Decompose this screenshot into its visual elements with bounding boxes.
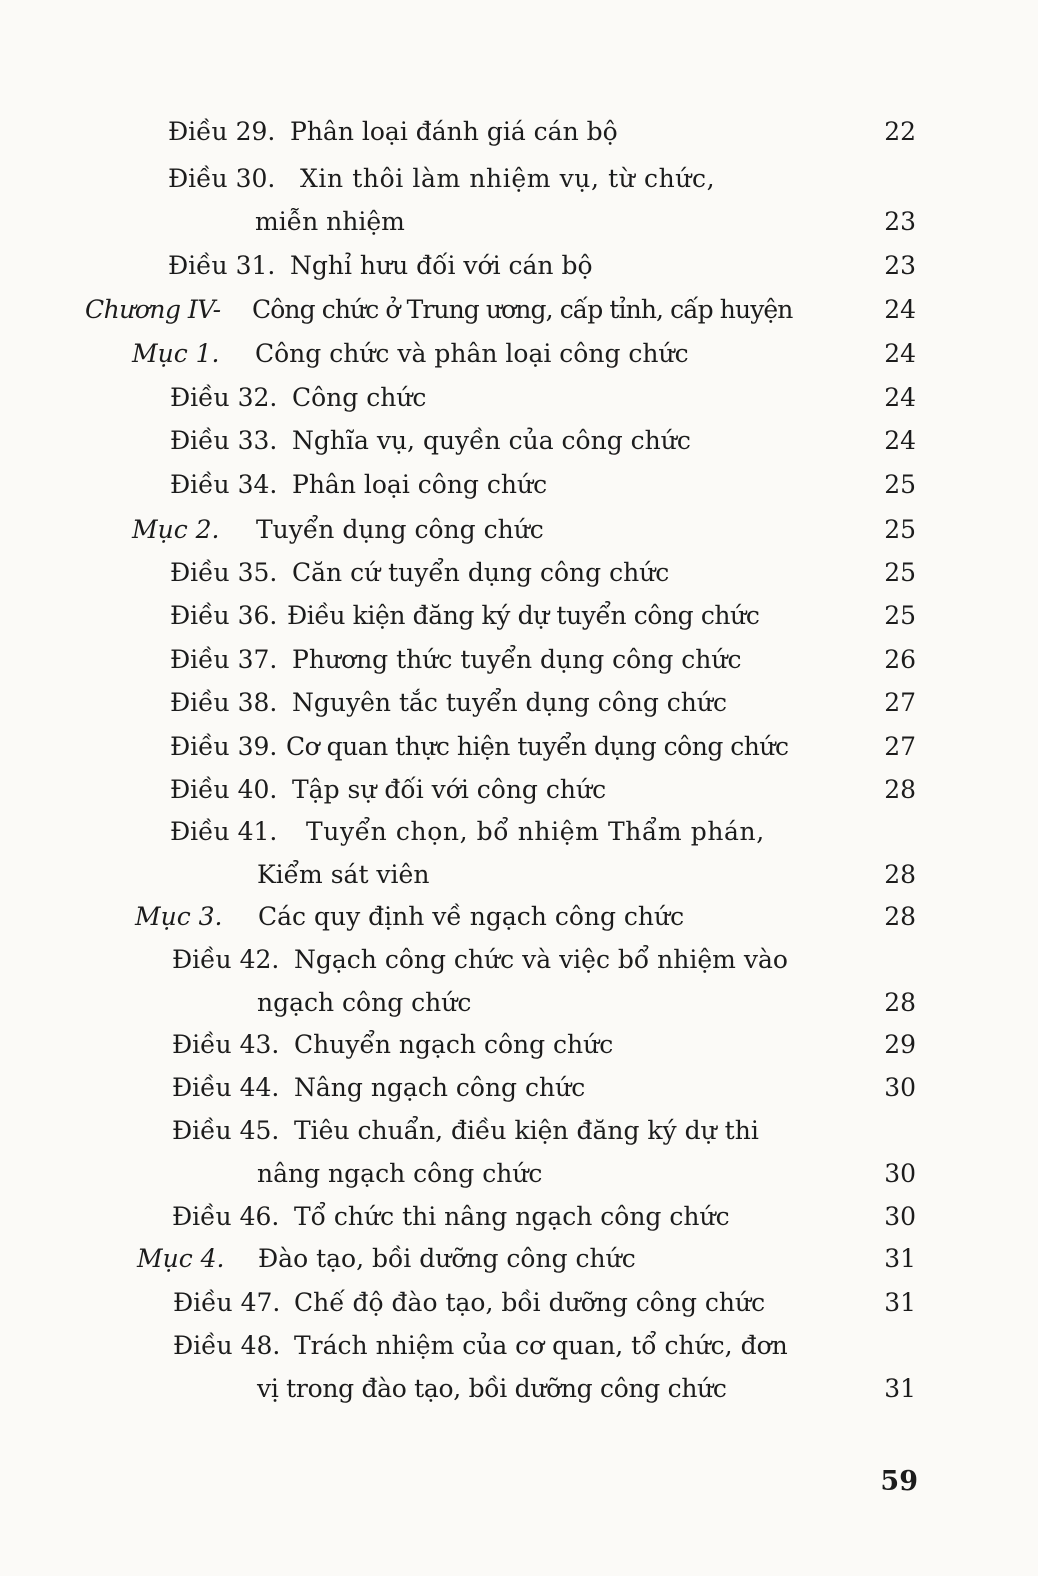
toc-label: Điều 32. xyxy=(170,383,278,412)
toc-page-number: 24 xyxy=(884,295,916,324)
toc-line xyxy=(0,596,1038,636)
toc-title: nâng ngạch công chức xyxy=(257,1159,543,1188)
toc-label: Điều 38. xyxy=(170,688,278,717)
toc-line xyxy=(0,553,1038,593)
toc-title: Tiêu chuẩn, điều kiện đăng ký dự thi xyxy=(294,1116,759,1145)
toc-line xyxy=(0,421,1038,461)
toc-line xyxy=(0,1025,1038,1065)
toc-label: Mục 2. xyxy=(132,515,220,544)
toc-label: Điều 41. xyxy=(170,817,278,846)
toc-line-chapter xyxy=(0,290,1038,330)
toc-title: Phân loại công chức xyxy=(292,470,548,499)
toc-line xyxy=(0,246,1038,286)
toc-line-section xyxy=(0,510,1038,550)
toc-title: Chuyển ngạch công chức xyxy=(294,1030,614,1059)
toc-label: Điều 34. xyxy=(170,470,278,499)
toc-line xyxy=(0,159,1038,199)
toc-page-number: 28 xyxy=(884,902,916,931)
toc-title: Đào tạo, bồi dưỡng công chức xyxy=(258,1244,636,1273)
toc-page-number: 28 xyxy=(884,860,916,889)
toc-page-number: 31 xyxy=(884,1374,916,1403)
toc-title: Nâng ngạch công chức xyxy=(294,1073,586,1102)
toc-page-number: 23 xyxy=(884,251,916,280)
toc-page-number: 30 xyxy=(884,1073,916,1102)
toc-title: Nghỉ hưu đối với cán bộ xyxy=(290,251,593,280)
toc-title: Điều kiện đăng ký dự tuyển công chức xyxy=(287,601,760,630)
toc-page-number: 22 xyxy=(884,117,916,146)
toc-label: Điều 46. xyxy=(172,1202,280,1231)
toc-line xyxy=(0,855,1038,895)
toc-title: Chế độ đào tạo, bồi dưỡng công chức xyxy=(294,1288,766,1317)
toc-label: Điều 48. xyxy=(173,1331,281,1360)
toc-line xyxy=(0,812,1038,852)
toc-line xyxy=(0,940,1038,980)
toc-page-number: 31 xyxy=(884,1288,916,1317)
toc-title: Tuyển dụng công chức xyxy=(256,515,544,544)
toc-page-number: 27 xyxy=(884,688,916,717)
toc-page-number: 23 xyxy=(884,207,916,236)
toc-title: Xin thôi làm nhiệm vụ, từ chức, xyxy=(300,164,716,193)
toc-label: Điều 33. xyxy=(170,426,278,455)
toc-page-number: 30 xyxy=(884,1202,916,1231)
toc-label: Điều 44. xyxy=(172,1073,280,1102)
toc-page-number: 25 xyxy=(884,558,916,587)
toc-label: Điều 39. xyxy=(170,732,278,761)
toc-title: Kiểm sát viên xyxy=(257,860,430,889)
toc-line xyxy=(0,640,1038,680)
toc-title: Tuyển chọn, bổ nhiệm Thẩm phán, xyxy=(306,817,765,846)
toc-line xyxy=(0,983,1038,1023)
toc-title: Phân loại đánh giá cán bộ xyxy=(290,117,618,146)
toc-page-number: 28 xyxy=(884,775,916,804)
toc-title: Căn cứ tuyển dụng công chức xyxy=(292,558,670,587)
toc-line-section xyxy=(0,1239,1038,1279)
toc-line xyxy=(0,1326,1038,1366)
toc-title: miễn nhiệm xyxy=(255,207,405,236)
toc-line xyxy=(0,202,1038,242)
toc-label: Mục 4. xyxy=(137,1244,225,1273)
toc-line xyxy=(0,770,1038,810)
toc-line xyxy=(0,1154,1038,1194)
toc-page-number: 26 xyxy=(884,645,916,674)
toc-title: Tổ chức thi nâng ngạch công chức xyxy=(294,1202,730,1231)
toc-title: Phương thức tuyển dụng công chức xyxy=(292,645,742,674)
toc-title: Ngạch công chức và việc bổ nhiệm vào xyxy=(294,945,788,974)
toc-page-number: 24 xyxy=(884,426,916,455)
toc-label: Mục 3. xyxy=(135,902,223,931)
toc-label: Điều 42. xyxy=(172,945,280,974)
toc-page-number: 25 xyxy=(884,470,916,499)
toc-line xyxy=(0,465,1038,505)
toc-label: Điều 31. xyxy=(168,251,276,280)
toc-label: Điều 30. xyxy=(168,164,276,193)
toc-line xyxy=(0,378,1038,418)
toc-label: Điều 43. xyxy=(172,1030,280,1059)
toc-page-number: 24 xyxy=(884,339,916,368)
toc-title: Nghĩa vụ, quyền của công chức xyxy=(292,426,691,455)
toc-label: Điều 37. xyxy=(170,645,278,674)
toc-label: Điều 40. xyxy=(170,775,278,804)
toc-line xyxy=(0,1369,1038,1409)
toc-line xyxy=(0,1197,1038,1237)
toc-title: Nguyên tắc tuyển dụng công chức xyxy=(292,688,728,717)
toc-title: Công chức và phân loại công chức xyxy=(255,339,689,368)
toc-label: Chương IV- xyxy=(85,295,221,324)
toc-page-number: 25 xyxy=(884,515,916,544)
toc-title: ngạch công chức xyxy=(257,988,472,1017)
toc-title: Trách nhiệm của cơ quan, tổ chức, đơn xyxy=(294,1331,788,1360)
toc-line-section xyxy=(0,334,1038,374)
toc-label: Điều 36. xyxy=(170,601,278,630)
toc-page-number: 25 xyxy=(884,601,916,630)
toc-line-section xyxy=(0,897,1038,937)
toc-title: Tập sự đối với công chức xyxy=(292,775,607,804)
toc-label: Điều 29. xyxy=(168,117,276,146)
toc-label: Điều 35. xyxy=(170,558,278,587)
toc-page-number: 31 xyxy=(884,1244,916,1273)
toc-title: vị trong đào tạo, bồi dưỡng công chức xyxy=(257,1374,727,1403)
toc-label: Điều 45. xyxy=(172,1116,280,1145)
toc-label: Điều 47. xyxy=(173,1288,281,1317)
toc-label: Mục 1. xyxy=(132,339,220,368)
page-number: 59 xyxy=(880,1466,918,1497)
toc-line xyxy=(0,1111,1038,1151)
toc-page-number: 30 xyxy=(884,1159,916,1188)
toc-title: Công chức ở Trung ương, cấp tỉnh, cấp huyện xyxy=(252,295,793,324)
toc-title: Các quy định về ngạch công chức xyxy=(258,902,685,931)
toc-title: Công chức xyxy=(292,383,427,412)
toc-line xyxy=(0,112,1038,152)
toc-line xyxy=(0,1283,1038,1323)
toc-page-number: 29 xyxy=(884,1030,916,1059)
toc-line xyxy=(0,727,1038,767)
toc-page-number: 27 xyxy=(884,732,916,761)
toc-line xyxy=(0,683,1038,723)
toc-title: Cơ quan thực hiện tuyển dụng công chức xyxy=(286,732,789,761)
toc-page-number: 24 xyxy=(884,383,916,412)
toc-page-number: 28 xyxy=(884,988,916,1017)
toc-line xyxy=(0,1068,1038,1108)
